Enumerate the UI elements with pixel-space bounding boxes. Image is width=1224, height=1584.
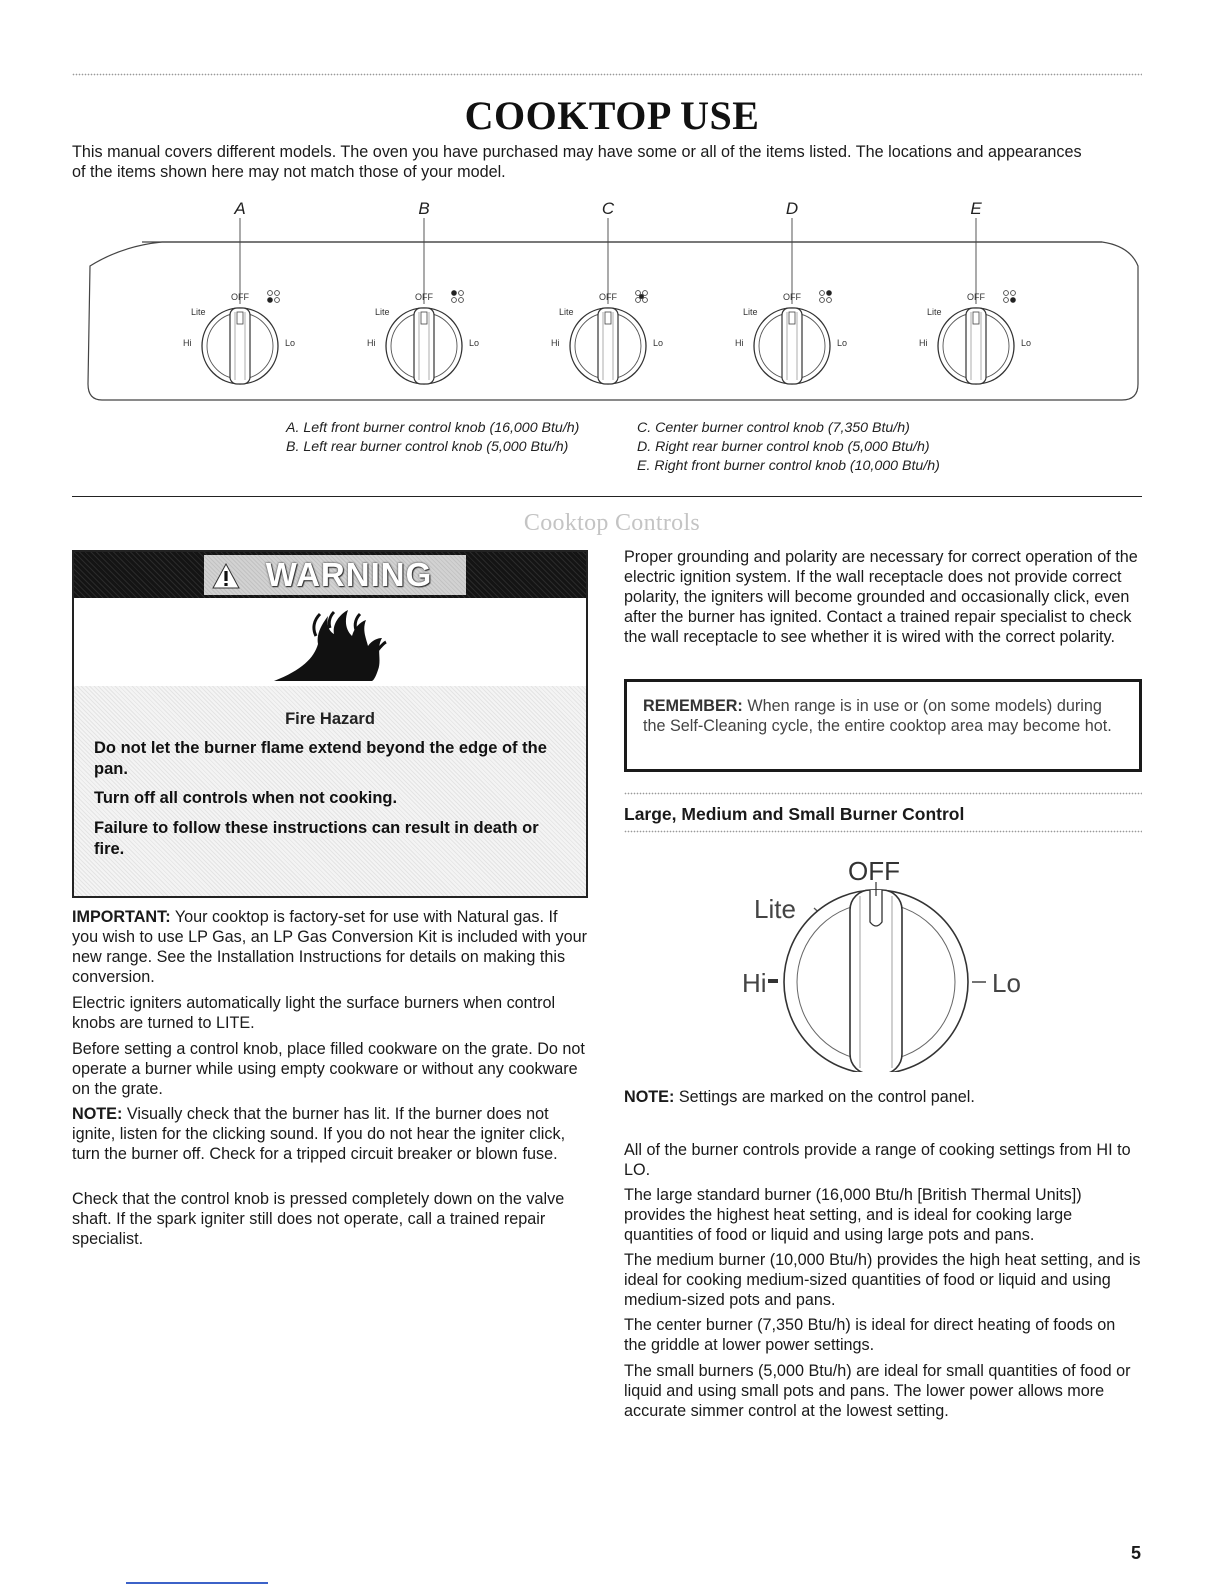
warning-word: WARNING [265,556,433,593]
knob-lo-label: Lo [285,338,296,348]
remember-box [624,679,1142,772]
subheading-bottom-rule [624,830,1142,833]
before-setting-paragraph: Before setting a control knob, place filled cookware on the grate. Do not operate a burner while using empty cookware or without any cookware on the grate. [72,1040,585,1098]
warning-line: Do not let the burner flame extend beyond the edge of the pan. [94,739,547,778]
knob-lite-label: Lite [375,307,390,317]
knob-letter: B [418,199,430,218]
important-label: IMPORTANT: [72,908,171,926]
warning-line: Turn off all controls when not cooking. [94,789,398,807]
knob-hi-label: Hi [735,338,744,348]
knob-hi-label: Hi [367,338,376,348]
warning-line: Failure to follow these instructions can result in death or fire. [94,819,539,858]
knob-c [551,199,663,384]
settings-note [624,1087,1142,1107]
medium-burner-paragraph: The medium burner (10,000 Btu/h) provides the high heat setting, and is ideal for cooking medium-sized quantities of food or liquid and using medium-sized pots and pans. [624,1251,1141,1309]
knob-lite-label: Lite [743,307,758,317]
knob-lite-label: Lite [191,307,206,317]
hazard-title: Fire Hazard [285,710,375,728]
large-burner-paragraph: The large standard burner (16,000 Btu/h [British Thermal Units]) provides the highest heat setting, and is ideal for cooking large quantities of food or liquid and using large pots and pans. [624,1186,1082,1244]
burner-position-icon [268,291,280,303]
center-burner-paragraph: The center burner (7,350 Btu/h) is ideal for direct heating of foods on the griddle at lower power settings. [624,1316,1116,1354]
section-divider [72,496,1142,497]
page-title: COOKTOP USE [464,93,760,138]
burner-position-icon [1004,291,1016,303]
intro-paragraph: This manual covers different models. The oven you have purchased may have some or all of the items listed. The locations and appearances of the items shown here may not match those of your model. [72,143,1082,181]
burner-position-icon [636,291,648,303]
large-knob-diagram [730,852,1030,1072]
note-paragraph [72,1104,588,1164]
settings-note-text: Settings are marked on the control panel. [674,1088,975,1106]
knob-e [919,199,1031,384]
small-burner-paragraph: The small burners (5,000 Btu/h) are ideal for small quantities of food or liquid and using small pots and pans. The lower power allows more accurate simmer control at the lowest setting. [624,1362,1131,1420]
warning-banner [204,555,466,595]
burner-position-icon [820,291,832,303]
caption-b: B. Left rear burner control knob (5,000 Btu/h) [286,439,569,455]
large-knob-hi-label: Hi [742,968,767,998]
knob-lite-label: Lite [927,307,942,317]
knob-off-label: OFF [415,292,433,302]
top-divider [72,73,1142,76]
igniters-paragraph: Electric igniters automatically light the surface burners when control knobs are turned to LITE. [72,994,556,1032]
note-label: NOTE: [72,1105,123,1123]
knob-a [183,199,295,384]
knob-hi-label: Hi [919,338,928,348]
knob-lo-label: Lo [469,338,480,348]
knob-d [735,199,847,384]
range-paragraph: All of the burner controls provide a range of cooking settings from HI to LO. [624,1141,1131,1179]
control-panel-diagram [82,194,1142,408]
caption-e: E. Right front burner control knob (10,000 Btu/h) [637,458,940,474]
caption-left-column [286,419,579,457]
warning-header [74,552,586,598]
knob-letter: C [601,199,615,218]
grounding-paragraph: Proper grounding and polarity are necessary for correct operation of the electric ignition system. If the wall receptacle does not provide correct polarity, the igniters will become grounded and occasionally click, even after the burner has ignited. Contact a trained repair specialist to check the wall receptacle to see whether it is wired with the correct polarity. [624,548,1138,646]
section-title: Cooktop Controls [523,510,701,536]
caption-d: D. Right rear burner control knob (5,000 Btu/h) [637,439,930,455]
knob-b [367,199,479,384]
warning-symbol-area [74,598,586,688]
knob-letter: E [970,199,982,218]
burner-control-heading: Large, Medium and Small Burner Control [624,804,965,824]
settings-note-label: NOTE: [624,1088,675,1106]
large-knob-lite-label: Lite [754,894,796,924]
knob-lo-label: Lo [653,338,664,348]
important-text: Your cooktop is factory-set for use with Natural gas. If you wish to use LP Gas, an LP Gas Conversion Kit is included with your new range. See the Installation Instructions for details on making this conversion. [72,908,587,986]
note-text: Visually check that the burner has lit. If the burner does not ignite, listen for the clicking sound. If you do not hear the igniter click, turn the burner off. Check for a tripped circuit breaker or blown fuse. [72,1105,566,1163]
knob-hi-label: Hi [551,338,560,348]
warning-box [72,550,588,898]
important-paragraph [72,907,588,987]
knob-letter: A [234,199,246,218]
knob-off-label: OFF [231,292,249,302]
knob-off-label: OFF [967,292,985,302]
knob-lo-label: Lo [837,338,848,348]
knob-hi-label: Hi [183,338,192,348]
caption-a: A. Left front burner control knob (16,000 Btu/h) [286,420,580,436]
remember-text: When range is in use or (on some models) during the Self-Cleaning cycle, the entire cooktop area may become hot. [643,697,1112,735]
large-knob-off-label: OFF [848,856,900,886]
knob-off-label: OFF [599,292,617,302]
large-knob-lo-label: Lo [992,968,1021,998]
knob-off-label: OFF [783,292,801,302]
remember-label: REMEMBER: [643,697,743,715]
burner-position-icon [452,291,464,303]
knob-lo-label: Lo [1021,338,1032,348]
warning-text-area [74,686,586,896]
subheading-top-rule [624,792,1142,795]
knob-letter: D [785,199,799,218]
caption-c: C. Center burner control knob (7,350 Btu/h) [637,420,910,436]
caption-right-column [637,419,940,476]
flame-icon [272,608,388,682]
page-number: 5 [1131,1543,1142,1563]
knob-lite-label: Lite [559,307,574,317]
check-knob-paragraph: Check that the control knob is pressed completely down on the valve shaft. If the spark igniter still does not operate, call a trained repair specialist. [72,1190,565,1248]
